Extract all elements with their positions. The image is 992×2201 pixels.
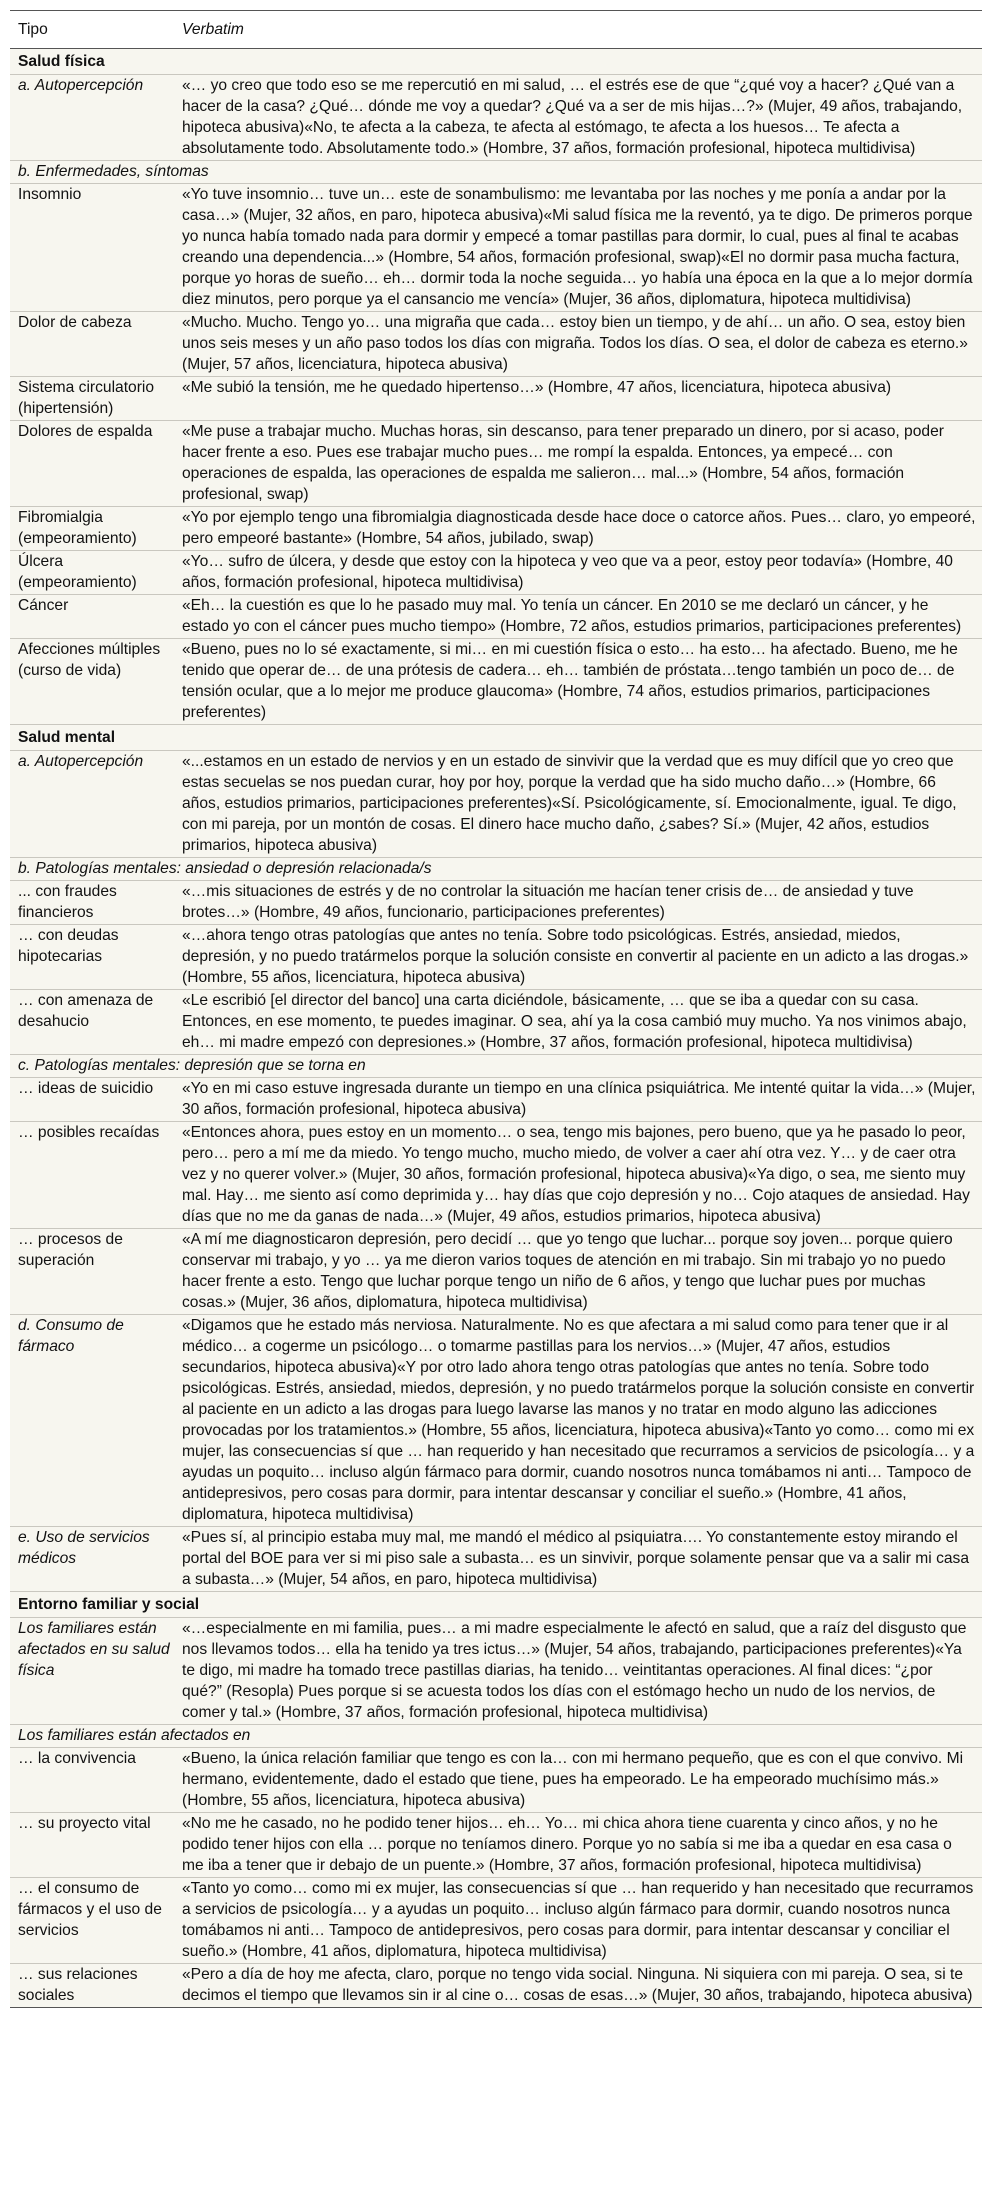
- table-row: [10, 1618, 982, 1725]
- tipo-cell: ... con fraudes financieros: [10, 881, 176, 925]
- subsection-title: b. Patologías mentales: ansiedad o depresión relacionada/s: [10, 858, 982, 881]
- tipo-cell: … la convivencia: [10, 1748, 176, 1813]
- tipo-cell: Cáncer: [10, 595, 176, 639]
- tipo-cell: … el consumo de fármacos y el uso de servicios: [10, 1878, 176, 1964]
- table-row: [10, 751, 982, 858]
- verbatim-cell: «Yo… sufro de úlcera, y desde que estoy con la hipoteca y veo que va a peor, estoy peor todavía» (Hombre, 40 años, formación profesional, hipoteca multidivisa): [176, 551, 982, 595]
- tipo-cell: … sus relaciones sociales: [10, 1964, 176, 2008]
- subsection-title: b. Enfermedades, síntomas: [10, 161, 982, 184]
- verbatim-cell: «Pues sí, al principio estaba muy mal, me mandó el médico al psiquiatra…. Yo constantemente estoy mirando el portal del BOE para ver si mi piso sale a subasta… es un sinvivir, porque solamente pensar que va a salir mi casa a subasta…» (Mujer, 54 años, en paro, hipoteca multidivisa): [176, 1527, 982, 1592]
- verbatim-cell: «Bueno, la única relación familiar que tengo es con la… con mi hermano pequeño, que es con el que convivo. Mi hermano, evidentemente, dado el estado que tiene, pues ha empeorado. Le ha empeorado muchísimo más.» (Hombre, 55 años, licenciatura, hipoteca abusiva): [176, 1748, 982, 1813]
- tipo-cell: … procesos de superación: [10, 1229, 176, 1315]
- verbatim-cell: «Me puse a trabajar mucho. Muchas horas, sin descanso, para tener preparado un dinero, por si acaso, poder hacer frente a eso. Pues ese trabajar mucho pues… me rompí la espalda. Entonces, ya empecé… con operaciones de espalda, las operaciones de espalda me salieron… mal...» (Hombre, 54 años, formación profesional, swap): [176, 421, 982, 507]
- verbatim-cell: «…especialmente en mi familia, pues… a mi madre especialmente le afectó en salud, que a raíz del disgusto que nos llevamos todos… ella ha tenido ya tres ictus…» (Mujer, 54 años, trabajando, participaciones preferentes)«Ya te digo, mi madre ha tomado trece pastillas diarias, ha tenido… veintitantas operaciones. Al final dices: “¿por qué?” (Resopla) Pues porque si se acuesta todos los días con el estómago hecho un nudo de los nervios, de comer y tal.» (Hombre, 37 años, formación profesional, hipoteca multidivisa): [176, 1618, 982, 1725]
- subsection-row: [10, 1055, 982, 1078]
- table-row: [10, 421, 982, 507]
- table-row: [10, 1315, 982, 1527]
- verbatim-cell: «…ahora tengo otras patologías que antes no tenía. Sobre todo psicológicas. Estrés, ansiedad, miedos, depresión, y no puedo tratármelos porque la solución consiste en convertir al paciente en un adicto a las drogas.» (Hombre, 55 años, licenciatura, hipoteca abusiva): [176, 925, 982, 990]
- tipo-cell: e. Uso de servicios médicos: [10, 1527, 176, 1592]
- verbatim-cell: «Bueno, pues no lo sé exactamente, si mi… en mi cuestión física o esto… ha esto… ha afectado. Bueno, me he tenido que operar de… de una prótesis de cadera… eh… también de próstata…tengo también un poco de… de tensión ocular, que a lo mejor me produce glaucoma» (Hombre, 74 años, estudios primarios, participaciones preferentes): [176, 639, 982, 725]
- verbatim-cell: «No me he casado, no he podido tener hijos… eh… Yo… mi chica ahora tiene cuarenta y cinco años, y no he podido tener hijos con ella … porque no teníamos dinero. Porque yo no sabía si me iba a quedar en esa casa o me iba a tener que ir debajo de un puente.» (Hombre, 37 años, formación profesional, hipoteca multidivisa): [176, 1813, 982, 1878]
- verbatim-cell: «Pero a día de hoy me afecta, claro, porque no tengo vida social. Ninguna. Ni siquiera con mi pareja. O sea, si te decimos el tiempo que llevamos sin ir al cine o… cosas de esas…» (Mujer, 30 años, trabajando, hipoteca abusiva): [176, 1964, 982, 2008]
- tipo-cell: d. Consumo de fármaco: [10, 1315, 176, 1527]
- verbatim-cell: «A mí me diagnosticaron depresión, pero decidí … que yo tengo que luchar... porque soy joven... porque quiero conservar mi trabajo, y yo … ya me dieron varios toques de atención en mi trabajo. Sin mi trabajo yo no puedo hacer frente a esto. Tengo que luchar porque tengo un niño de 6 años, y tengo que luchar pues por muchas cosas.» (Mujer, 36 años, diplomatura, hipoteca multidivisa): [176, 1229, 982, 1315]
- table-row: [10, 551, 982, 595]
- verbatim-cell: «…mis situaciones de estrés y de no controlar la situación me hacían tener crisis de… de ansiedad y tuve brotes…» (Hombre, 49 años, funcionario, participaciones preferentes): [176, 881, 982, 925]
- section-title: Salud mental: [10, 725, 982, 751]
- tipo-cell: Insomnio: [10, 184, 176, 312]
- verbatim-cell: «… yo creo que todo eso se me repercutió en mi salud, … el estrés ese de que “¿qué voy a hacer? ¿Qué van a hacer de la casa? ¿Qué… dónde me voy a quedar? ¿Qué va a ser de mis hijas…?» (Mujer, 49 años, trabajando, hipoteca abusiva)«No, te afecta a la cabeza, te afecta al estómago, te afecta a los huesos… Te afecta a absolutamente todo. Absolutamente todo.» (Hombre, 37 años, formación profesional, hipoteca multidivisa): [176, 75, 982, 161]
- verbatim-cell: «Mucho. Mucho. Tengo yo… una migraña que cada… estoy bien un tiempo, y de ahí… un año. O sea, estoy bien unos seis meses y un año paso todos los días con migraña. Todos los días. O sea, el dolor de cabeza es eterno.» (Mujer, 57 años, licenciatura, hipoteca abusiva): [176, 312, 982, 377]
- verbatim-cell: «Tanto yo como… como mi ex mujer, las consecuencias sí que … han requerido y han necesitado que recurramos a servicios de psicología… y a ayudas un poquito… incluso algún fármaco para dormir, cuando nosotros nunca tomábamos ni anti… Tampoco de antidepresivos, pero cosas para dormir, para intentar descansar y conciliar el sueño.» (Hombre, 41 años, diplomatura, hipoteca multidivisa): [176, 1878, 982, 1964]
- table-header-row: [10, 11, 982, 49]
- table-body: [10, 49, 982, 2008]
- tipo-cell: Úlcera (empeoramiento): [10, 551, 176, 595]
- verbatim-cell: «Eh… la cuestión es que lo he pasado muy mal. Yo tenía un cáncer. En 2010 se me declaró un cáncer, y he estado yo con el cáncer pues mucho tiempo» (Hombre, 72 años, estudios primarios, participaciones preferentes): [176, 595, 982, 639]
- verbatim-cell: «...estamos en un estado de nervios y en un estado de sinvivir que la verdad que es muy difícil que yo creo que estas secuelas se nos puedan curar, hoy por hoy, porque la verdad que ha sido mucho daño…» (Hombre, 66 años, estudios primarios, participaciones preferentes)«Sí. Psicológicamente, sí. Emocionalmente, igual. Te digo, con mi pareja, por un montón de cosas. El dinero hace mucho daño, ¿sabes? Sí.» (Mujer, 42 años, estudios primarios, hipoteca abusiva): [176, 751, 982, 858]
- table-row: [10, 1964, 982, 2008]
- table-row: [10, 1527, 982, 1592]
- section-title: Salud física: [10, 49, 982, 75]
- section-row: [10, 1592, 982, 1618]
- table-row: [10, 925, 982, 990]
- table-row: [10, 595, 982, 639]
- header-tipo: Tipo: [10, 11, 176, 49]
- tipo-cell: … ideas de suicidio: [10, 1078, 176, 1122]
- table-row: [10, 1078, 982, 1122]
- tipo-cell: a. Autopercepción: [10, 75, 176, 161]
- table-row: [10, 990, 982, 1055]
- subsection-row: [10, 1725, 982, 1748]
- table-row: [10, 75, 982, 161]
- tipo-cell: Los familiares están afectados en su salud física: [10, 1618, 176, 1725]
- table-row: [10, 1748, 982, 1813]
- table-row: [10, 377, 982, 421]
- table-row: [10, 1813, 982, 1878]
- tipo-cell: Dolores de espalda: [10, 421, 176, 507]
- verbatim-cell: «Yo tuve insomnio… tuve un… este de sonambulismo: me levantaba por las noches y me ponía a andar por la casa…» (Mujer, 32 años, en paro, hipoteca abusiva)«Mi salud física me la reventó, ya te digo. De primeros porque yo nunca había tomado nada para dormir y empecé a tomar pastillas para dormir, lo cual, pues al final te acabas creando una dependencia...» (Hombre, 54 años, formación profesional, swap)«El no dormir pasa mucha factura, porque yo horas de sueño… eh… dormir toda la noche seguida… yo había una época en la que a lo mejor dormía diez minutos, pero porque ya el cansancio me vencía» (Mujer, 36 años, diplomatura, hipoteca multidivisa): [176, 184, 982, 312]
- section-row: [10, 725, 982, 751]
- table-row: [10, 507, 982, 551]
- verbatim-cell: «Yo en mi caso estuve ingresada durante un tiempo en una clínica psiquiátrica. Me intenté quitar la vida…» (Mujer, 30 años, formación profesional, hipoteca abusiva): [176, 1078, 982, 1122]
- verbatim-cell: «Me subió la tensión, me he quedado hipertenso…» (Hombre, 47 años, licenciatura, hipoteca abusiva): [176, 377, 982, 421]
- tipo-cell: Sistema circulatorio (hipertensión): [10, 377, 176, 421]
- tipo-cell: Fibromialgia (empeoramiento): [10, 507, 176, 551]
- table-row: [10, 881, 982, 925]
- tipo-cell: Afecciones múltiples (curso de vida): [10, 639, 176, 725]
- header-verbatim: Verbatim: [176, 11, 982, 49]
- tipo-cell: Dolor de cabeza: [10, 312, 176, 377]
- table-row: [10, 184, 982, 312]
- table-row: [10, 639, 982, 725]
- table-row: [10, 1122, 982, 1229]
- verbatim-cell: «Yo por ejemplo tengo una fibromialgia diagnosticada desde hace doce o catorce años. Pues… claro, yo empeoré, pero empeoré bastante» (Hombre, 54 años, jubilado, swap): [176, 507, 982, 551]
- verbatim-table: [10, 10, 982, 2008]
- verbatim-cell: «Entonces ahora, pues estoy en un momento… o sea, tengo mis bajones, pero bueno, que ya he pasado lo peor, pero… pero a mí me da miedo. Yo tengo mucho, mucho miedo, de volver a caer ahí otra vez. Y… y de caer otra vez y no querer volver.» (Mujer, 30 años, formación profesional, hipoteca abusiva)«Ya digo, o sea, me siento muy mal. Hay… me siento así como deprimida y… hay días que cojo depresión y no… Cojo ataques de ansiedad. Hay días que no me da ganas de nada…» (Mujer, 49 años, estudios primarios, hipoteca abusiva): [176, 1122, 982, 1229]
- section-title: Entorno familiar y social: [10, 1592, 982, 1618]
- tipo-cell: … con deudas hipotecarias: [10, 925, 176, 990]
- subsection-title: c. Patologías mentales: depresión que se torna en: [10, 1055, 982, 1078]
- subsection-row: [10, 161, 982, 184]
- subsection-row: [10, 858, 982, 881]
- table-row: [10, 1229, 982, 1315]
- subsection-title: Los familiares están afectados en: [10, 1725, 982, 1748]
- table-row: [10, 312, 982, 377]
- tipo-cell: a. Autopercepción: [10, 751, 176, 858]
- section-row: [10, 49, 982, 75]
- verbatim-cell: «Digamos que he estado más nerviosa. Naturalmente. No es que afectara a mi salud como para tener que ir al médico… a cogerme un psicólogo… o tomarme pastillas para los nervios…» (Mujer, 47 años, estudios secundarios, hipoteca abusiva)«Y por otro lado ahora tengo otras patologías que antes no tenía. Sobre todo psicológicas. Estrés, ansiedad, miedos, depresión, y no puedo tratármelos porque la solución consiste en convertir al paciente en un adicto a las drogas para luego lavarse las manos y no tratar en modo alguno las adicciones provocadas por los tratamientos.» (Hombre, 55 años, licenciatura, hipoteca abusiva)«Tanto yo como… como mi ex mujer, las consecuencias sí que … han requerido y han necesitado que recurramos a servicios de psicología… y a ayudas un poquito… incluso algún fármaco para dormir, cuando nosotros nunca tomábamos ni anti… Tampoco de antidepresivos, pero cosas para dormir, para intentar descansar y conciliar el sueño.» (Hombre, 41 años, diplomatura, hipoteca multidivisa): [176, 1315, 982, 1527]
- tipo-cell: … su proyecto vital: [10, 1813, 176, 1878]
- table-row: [10, 1878, 982, 1964]
- verbatim-cell: «Le escribió [el director del banco] una carta diciéndole, básicamente, … que se iba a quedar con su casa. Entonces, en ese momento, te puedes imaginar. O sea, ahí ya la cosa cambió muy mucho. Ya nos vinimos abajo, eh… mi madre empezó con depresiones.» (Hombre, 37 años, formación profesional, hipoteca multidivisa): [176, 990, 982, 1055]
- tipo-cell: … posibles recaídas: [10, 1122, 176, 1229]
- tipo-cell: … con amenaza de desahucio: [10, 990, 176, 1055]
